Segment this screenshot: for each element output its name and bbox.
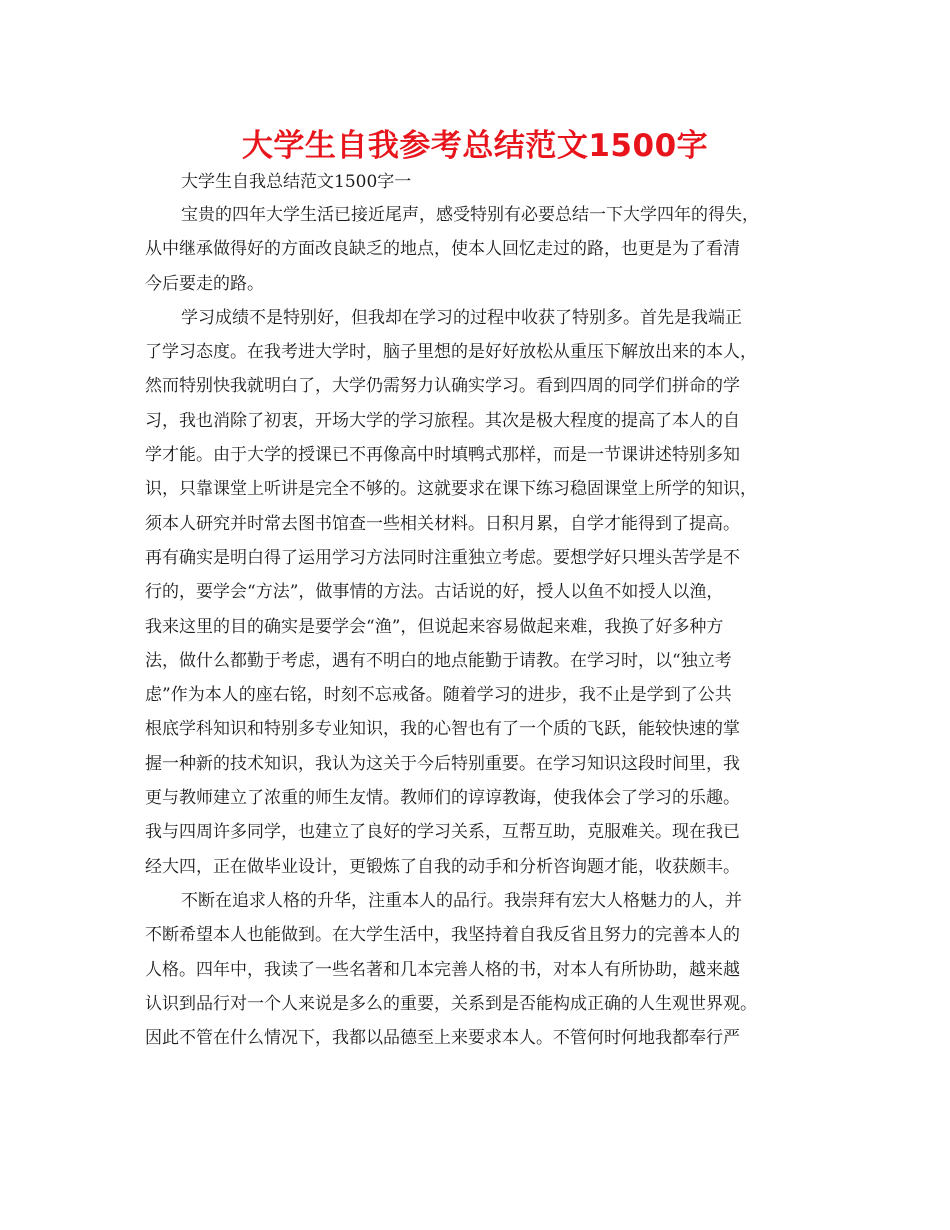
text-line: 认识到品行对一个人来说是多么的重要，关系到是否能构成正确的人生观世界观。 [145, 993, 757, 1014]
text-line: 人格。四年中，我读了一些名著和几本完善人格的书，对本人有所协助，越来越 [145, 959, 740, 980]
text-line: 了学习态度。在我考进大学时，脑子里想的是好好放松从重压下解放出来的本人， [145, 342, 757, 363]
text-line: 识，只靠课堂上听讲是完全不够的。这就要求在课下练习稳固课堂上所学的知识， [145, 479, 757, 500]
section-heading: 大学生自我总结范文1500字一 [181, 172, 412, 192]
text-line: 经大四，正在做毕业设计，更锻炼了自我的动手和分析咨询题才能，收获颇丰。 [145, 856, 740, 877]
text-line: 今后要走的路。 [145, 273, 264, 294]
text-line: 虑”作为本人的座右铭，时刻不忘戒备。随着学习的进步，我不止是学到了公共 [145, 685, 732, 706]
text-line: 握一种新的技术知识，我认为这关于今后特别重要。在学习知识这段时间里，我 [145, 753, 740, 774]
text-line: 根底学科知识和特别多专业知识，我的心智也有了一个质的飞跃，能较快速的掌 [145, 719, 740, 740]
text-line: 再有确实是明白得了运用学习方法同时注重独立考虑。要想学好只埋头苦学是不 [145, 547, 740, 568]
text-line: 我与四周许多同学，也建立了良好的学习关系，互帮互助，克服难关。现在我已 [145, 822, 740, 843]
text-line: 不断希望本人也能做到。在大学生活中，我坚持着自我反省且努力的完善本人的 [145, 925, 740, 946]
text-line: 法，做什么都勤于考虑，遇有不明白的地点能勤于请教。在学习时，以“独立考 [145, 650, 732, 671]
text-line: 因此不管在什么情况下，我都以品德至上来要求本人。不管何时何地我都奉行严 [145, 1028, 740, 1049]
text-line: 学习成绩不是特别好，但我却在学习的过程中收获了特别多。首先是我端正 [181, 307, 742, 328]
document-body [145, 166, 810, 1055]
text-line: 从中继承做得好的方面改良缺乏的地点，使本人回忆走过的路，也更是为了看清 [145, 239, 740, 260]
text-line: 须本人研究并时常去图书馆查一些相关材料。日积月累，自学才能得到了提高。 [145, 513, 740, 534]
text-line: 更与教师建立了浓重的师生友情。教师们的谆谆教诲，使我体会了学习的乐趣。 [145, 788, 740, 809]
text-line: 不断在追求人格的升华，注重本人的品行。我崇拜有宏大人格魅力的人，并 [181, 890, 742, 911]
text-line: 宝贵的四年大学生活已接近尾声，感受特别有必要总结一下大学四年的得失， [181, 205, 759, 225]
document-title: 大学生自我参考总结范文1500字 [241, 128, 709, 164]
text-line: 习，我也消除了初衷，开场大学的学习旅程。其次是极大程度的提高了本人的自 [145, 410, 740, 431]
text-line: 然而特别快我就明白了，大学仍需努力认确实学习。看到四周的同学们拼命的学 [145, 376, 740, 397]
text-line: 我来这里的目的确实是要学会“渔”，但说起来容易做起来难，我换了好多种方 [145, 616, 724, 637]
text-line: 学才能。由于大学的授课已不再像高中时填鸭式那样，而是一节课讲述特别多知 [145, 445, 740, 466]
text-line: 行的，要学会“方法”，做事情的方法。古话说的好，授人以鱼不如授人以渔， [145, 582, 724, 603]
